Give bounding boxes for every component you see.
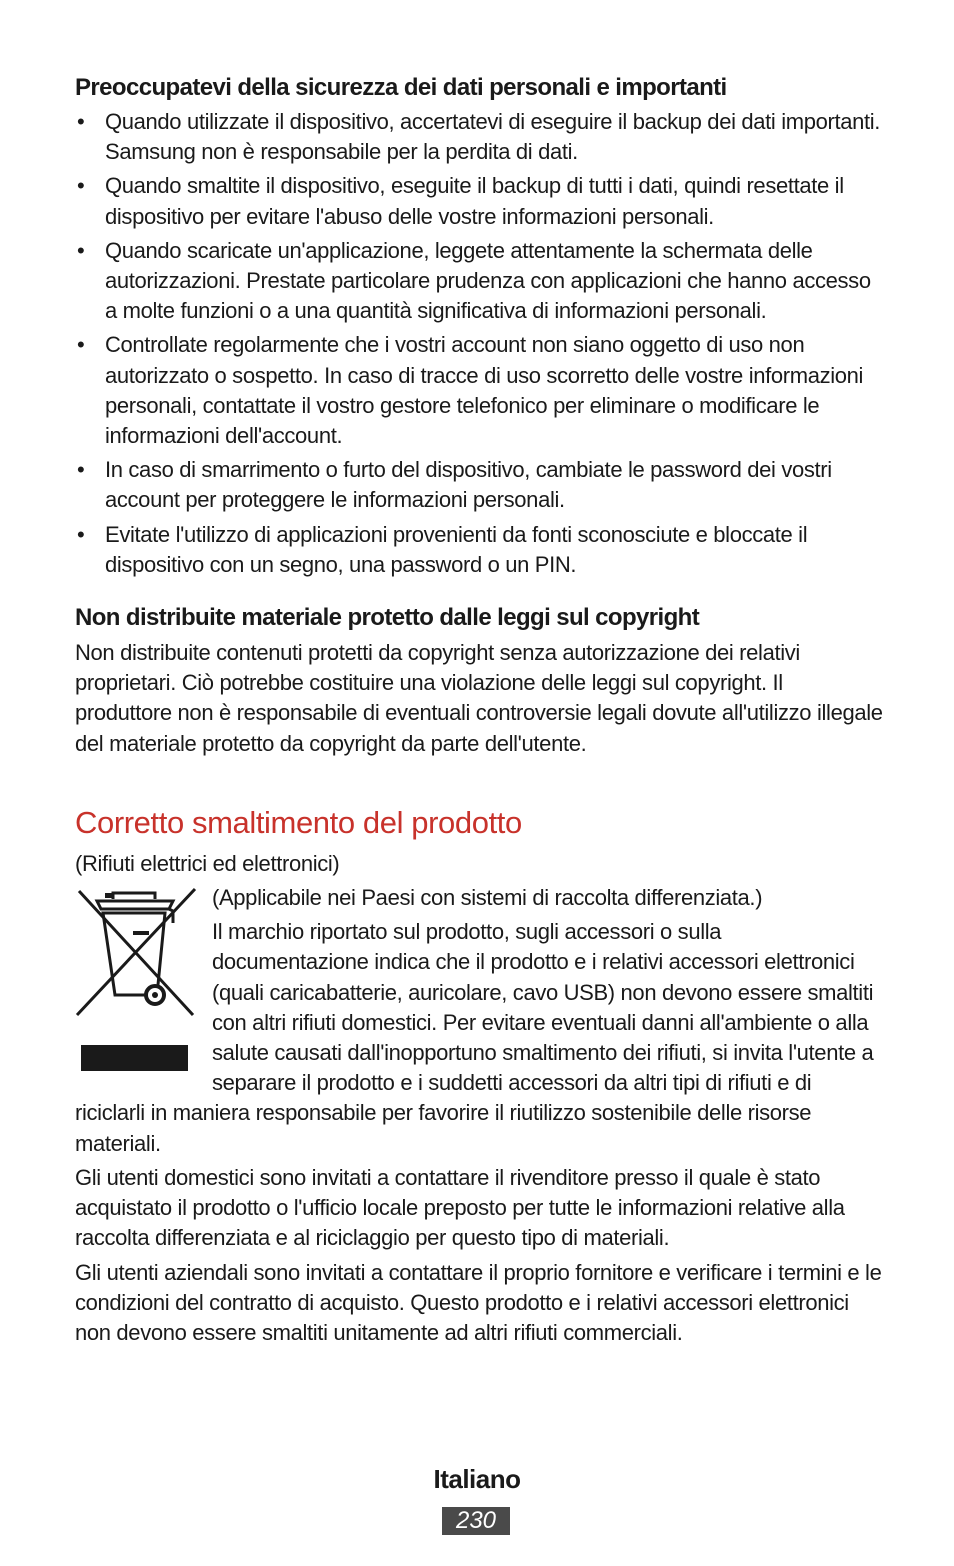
copyright-heading: Non distribuite materiale protetto dalle leggi sul copyright — [75, 604, 700, 632]
disposal-subtitle: (Rifiuti elettrici ed elettronici) — [75, 850, 340, 876]
list-item — [75, 520, 883, 580]
list-item — [75, 171, 883, 231]
page-content — [75, 72, 883, 1348]
disposal-paragraph-2: Gli utenti domestici sono invitati a contattare il rivenditore presso il quale è stato acquistato il prodotto o l'ufficio locale preposto per tutte le informazioni relative alla raccolta differenziata e al riciclaggio per questo tipo di materiali. — [75, 1164, 845, 1251]
list-item — [75, 236, 883, 327]
disposal-title: Corretto smaltimento del prodotto — [75, 804, 522, 840]
copyright-section — [75, 602, 883, 759]
list-item-text: Controllate regolarmente che i vostri account non siano oggetto di uso non autorizzato o sospetto. In caso di tracce di uso scorretto delle vostre informazioni personali, contattate il vostro gestore telefonico per eliminare o modificare le informazioni dell'account. — [105, 332, 864, 449]
footer-language: Italiano — [433, 1464, 521, 1494]
bullet-glyph: • — [77, 332, 85, 358]
list-item — [75, 107, 883, 167]
bullet-glyph: • — [77, 521, 85, 547]
list-item-text: Evitate l'utilizzo di applicazioni provenienti da fonti sconosciute e bloccate il dispositivo con un segno, una password o un PIN. — [105, 521, 808, 577]
disposal-text-block — [75, 883, 883, 1159]
disposal-applicable: (Applicabile nei Paesi con sistemi di raccolta differenziata.) — [212, 885, 763, 911]
disposal-paragraph-3: Gli utenti aziendali sono invitati a contattare il proprio fornitore e verificare i termini e le condizioni del contratto di acquisto. Questo prodotto e i relativi accessori elettronici non devono essere smaltiti unitamente ad altri rifiuti commerciali. — [75, 1259, 882, 1345]
bullet-glyph: • — [77, 173, 85, 199]
bullet-glyph: • — [77, 457, 85, 483]
crossed-out-wheelie-bin-icon — [75, 887, 200, 1072]
list-item — [75, 330, 883, 451]
privacy-heading: Preoccupatevi della sicurezza dei dati personali e importanti — [75, 74, 727, 101]
page-number-badge: 230 — [442, 1507, 510, 1535]
copyright-body: Non distribuite contenuti protetti da copyright senza autorizzazione dei relativi proprietari. Ciò potrebbe costituire una violazione delle leggi sul copyright. Il produttore non è responsabile di eventuali controversie legali dovute all'utilizzo illegale del materiale protetto da copyright da parte dell'utente. — [75, 640, 883, 756]
disposal-paragraph-1: Il marchio riportato sul prodotto, sugli accessori o sulla documentazione indica che il prodotto e i relativi accessori elettronici (quali caricabatterie, auricolare, cavo USB) non devono essere smaltiti con altri rifiuti domestici. Per evitare eventuali danni all'ambiente o alla salute causati dall'inopportuno smaltimento dei rifiuti, si invita l'utente a separare il prodotto e i suddetti accessori da altri tipi di rifiuti e di riciclarli in maniera responsabile per favorire il riutilizzo sostenibile delle risorse materiali. — [75, 919, 874, 1156]
privacy-section — [75, 72, 883, 580]
list-item — [75, 455, 883, 515]
privacy-list — [75, 107, 883, 580]
disposal-section — [75, 803, 883, 1348]
list-item-text: Quando smaltite il dispositivo, eseguite il backup di tutti i dati, quindi resettate il dispositivo per evitare l'abuso delle vostre informazioni personali. — [105, 173, 844, 229]
list-item-text: Quando scaricate un'applicazione, leggete attentamente la schermata delle autorizzazioni. Prestate particolare prudenza con applicazioni che hanno accesso a molte funzioni o a una quantità significativa di informazioni personali. — [105, 237, 871, 324]
bullet-glyph: • — [77, 237, 85, 263]
list-item-text: Quando utilizzate il dispositivo, accertatevi di eseguire il backup dei dati importanti. Samsung non è responsabile per la perdita di dati. — [105, 109, 881, 165]
bullet-glyph: • — [77, 109, 85, 134]
list-item-text: In caso di smarrimento o furto del dispositivo, cambiate le password dei vostri account per proteggere le informazioni personali. — [105, 457, 832, 513]
